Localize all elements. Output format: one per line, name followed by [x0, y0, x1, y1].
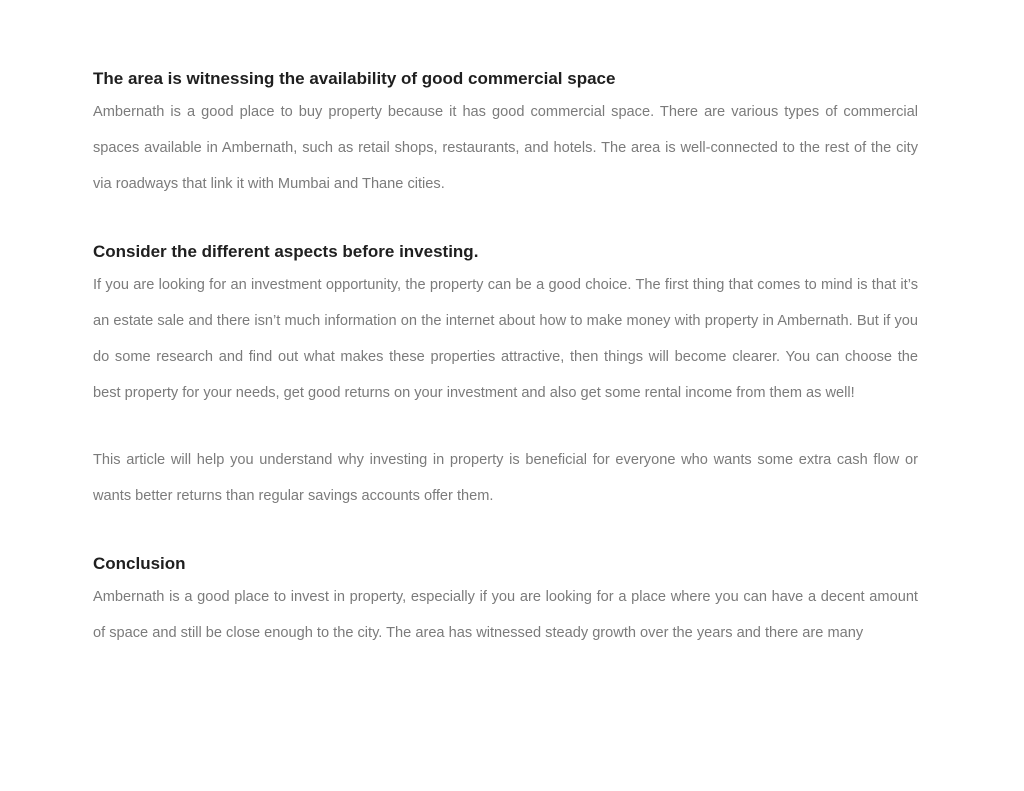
section-heading: The area is witnessing the availability of good commercial space: [93, 69, 616, 88]
section-paragraph: Ambernath is a good place to buy property because it has good commercial space. There are various types of commercial spaces available in Ambernath, such as retail shops, restaurants, and hotels. The area is well-connected to the rest of the city via roadways that link it with Mumbai and Thane cities.: [93, 104, 918, 192]
section-heading: Conclusion: [93, 554, 186, 573]
section-conclusion: [93, 553, 918, 651]
section-heading: Consider the different aspects before investing.: [93, 242, 479, 261]
section-article-note: [93, 442, 918, 514]
section-paragraph: Ambernath is a good place to invest in property, especially if you are looking for a place where you can have a decent amount of space and still be close enough to the city. The area has witnessed steady growth over the years and there are many: [93, 589, 918, 641]
section-commercial-space: [93, 68, 918, 202]
section-paragraph: This article will help you understand why investing in property is beneficial for everyone who wants some extra cash flow or wants better returns than regular savings accounts offer them.: [93, 452, 918, 504]
section-paragraph: If you are looking for an investment opportunity, the property can be a good choice. The first thing that comes to mind is that it’s an estate sale and there isn’t much information on the internet about how to make money with property in Ambernath. But if you do some research and find out what makes these properties attractive, then things will become clearer. You can choose the best property for your needs, get good returns on your investment and also get some rental income from them as well!: [93, 277, 918, 401]
section-investing-aspects: [93, 241, 918, 411]
